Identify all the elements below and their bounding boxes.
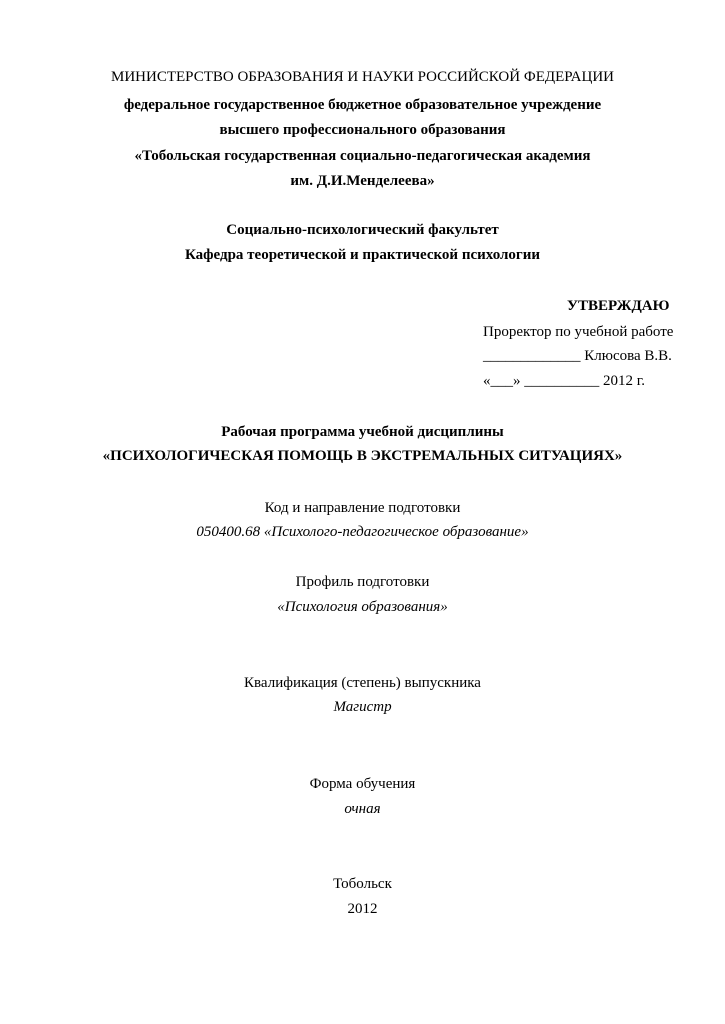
approval-date: «___» __________ 2012 г.: [483, 373, 645, 389]
profile-label: Профиль подготовки: [295, 574, 430, 590]
qualification-value: Магистр: [333, 699, 392, 715]
ministry-heading: МИНИСТЕРСТВО ОБРАЗОВАНИЯ И НАУКИ РОССИЙСКОЙ ФЕДЕРАЦИИ: [111, 69, 614, 85]
approval-title: УТВЕРЖДАЮ: [567, 298, 670, 314]
faculty-name: Социально-психологический факультет: [226, 222, 499, 238]
institution-name-suffix: им. Д.И.Менделеева»: [290, 173, 435, 189]
study-form-value: очная: [344, 801, 381, 817]
institution-type: федеральное государственное бюджетное образовательное учреждение: [123, 97, 602, 113]
approval-signature: _____________ Клюсова В.В.: [483, 348, 672, 364]
program-label: Рабочая программа учебной дисциплины: [221, 424, 504, 440]
institution-name: «Тобольская государственная социально-педагогическая академия: [134, 148, 591, 164]
direction-value: 050400.68 «Психолого-педагогическое образование»: [196, 524, 529, 540]
qualification-label: Квалификация (степень) выпускника: [244, 675, 481, 691]
year: 2012: [347, 901, 378, 917]
direction-label: Код и направление подготовки: [264, 500, 461, 516]
approval-position: Проректор по учебной работе: [483, 324, 674, 340]
department-name: Кафедра теоретической и практической психологии: [184, 247, 541, 263]
program-title: «ПСИХОЛОГИЧЕСКАЯ ПОМОЩЬ В ЭКСТРЕМАЛЬНЫХ СИТУАЦИЯХ»: [102, 448, 623, 464]
city: Тобольск: [333, 876, 392, 892]
institution-education-level: высшего профессионального образования: [219, 122, 506, 138]
profile-value: «Психология образования»: [277, 599, 448, 615]
study-form-label: Форма обучения: [309, 776, 416, 792]
